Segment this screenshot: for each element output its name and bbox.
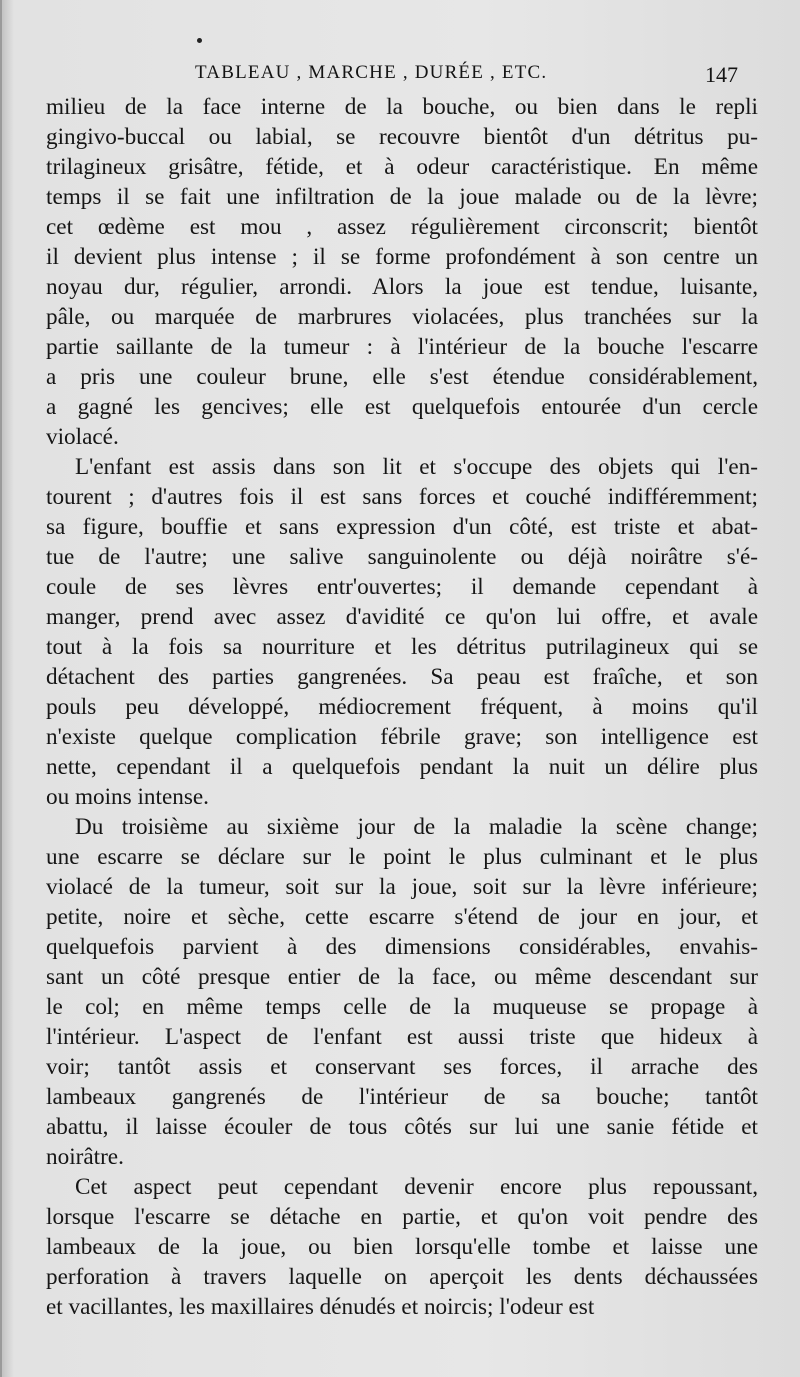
text-line: Cet aspect peut cependant devenir encore plus repoussant,: [75, 1174, 758, 1200]
text-line: l'intérieur. L'aspect de l'enfant est aussi triste que hideux à: [46, 1024, 758, 1050]
text-line: sant un côté presque entier de la face, ou même descendant sur: [46, 964, 758, 990]
paragraph: [46, 812, 758, 1172]
ink-speck: [197, 38, 202, 43]
text-line: nette, cependant il a quelquefois pendant la nuit un délire plus: [46, 754, 758, 780]
text-line: tue de l'autre; une salive sanguinolente ou déjà noirâtre s'é-: [46, 544, 758, 570]
text-line: a pris une couleur brune, elle s'est étendue considérablement,: [46, 364, 758, 390]
text-line: sa figure, bouffie et sans expression d'un côté, est triste et abat-: [46, 514, 758, 540]
text-line: lambeaux de la joue, ou bien lorsqu'elle tombe et laisse une: [46, 1234, 758, 1260]
text-line: partie saillante de la tumeur : à l'intérieur de la bouche l'escarre: [46, 334, 758, 360]
text-line: temps il se fait une infiltration de la joue malade ou de la lèvre;: [46, 184, 758, 210]
text-line: pâle, ou marquée de marbrures violacées, plus tranchées sur la: [46, 304, 758, 330]
text-line: tourent ; d'autres fois il est sans forces et couché indifféremment;: [46, 484, 758, 510]
text-line: gingivo-buccal ou labial, se recouvre bientôt d'un détritus pu-: [46, 124, 758, 150]
text-line: a gagné les gencives; elle est quelquefois entourée d'un cercle: [46, 394, 758, 420]
text-line: lambeaux gangrenés de l'intérieur de sa bouche; tantôt: [46, 1084, 758, 1110]
text-line: le col; en même temps celle de la muqueuse se propage à: [46, 994, 758, 1020]
text-line: lorsque l'escarre se détache en partie, et qu'on voit pendre des: [46, 1204, 758, 1230]
text-line: trilagineux grisâtre, fétide, et à odeur caractéristique. En même: [46, 154, 758, 180]
text-line: violacé de la tumeur, soit sur la joue, soit sur la lèvre inférieure;: [46, 874, 758, 900]
text-line: perforation à travers laquelle on aperçoit les dents déchaussées: [46, 1264, 758, 1290]
text-line: manger, prend avec assez d'avidité ce qu'on lui offre, et avale: [46, 604, 758, 630]
text-line: il devient plus intense ; il se forme profondément à son centre un: [46, 244, 758, 270]
text-line: n'existe quelque complication fébrile grave; son intelligence est: [46, 724, 758, 750]
text-line: noirâtre.: [46, 1144, 124, 1170]
text-line: et vacillantes, les maxillaires dénudés et noircis; l'odeur est: [46, 1294, 595, 1320]
text-line: Du troisième au sixième jour de la maladie la scène change;: [75, 814, 758, 840]
text-line: L'enfant est assis dans son lit et s'occupe des objets qui l'en-: [75, 454, 758, 480]
text-line: pouls peu développé, médiocrement fréquent, à moins qu'il: [46, 694, 758, 720]
text-line: ou moins intense.: [46, 784, 209, 810]
page-number: 147: [705, 62, 738, 87]
text-line: cet œdème est mou , assez régulièrement circonscrit; bientôt: [46, 214, 758, 240]
text-line: quelquefois parvient à des dimensions considérables, envahis-: [46, 934, 758, 960]
text-line: noyau dur, régulier, arrondi. Alors la joue est tendue, luisante,: [46, 274, 758, 300]
text-line: abattu, il laisse écouler de tous côtés sur lui une sanie fétide et: [46, 1114, 758, 1140]
text-line: détachent des parties gangrenées. Sa peau est fraîche, et son: [46, 664, 758, 690]
text-line: petite, noire et sèche, cette escarre s'étend de jour en jour, et: [46, 904, 758, 930]
text-line: une escarre se déclare sur le point le plus culminant et le plus: [46, 844, 758, 870]
text-line: violacé.: [46, 424, 119, 450]
text-line: voir; tantôt assis et conservant ses forces, il arrache des: [46, 1054, 758, 1080]
text-line: tout à la fois sa nourriture et les détritus putrilagineux qui se: [46, 634, 758, 660]
running-head: [0, 62, 800, 92]
page-edge-shadow: [0, 0, 2, 1377]
text-line: milieu de la face interne de la bouche, ou bien dans le repli: [46, 94, 758, 120]
text-line: coule de ses lèvres entr'ouvertes; il demande cependant à: [46, 574, 758, 600]
body-text: [46, 92, 758, 1322]
paragraph: [46, 1172, 758, 1322]
paragraph: [46, 92, 758, 452]
running-title: TABLEAU , MARCHE , DURÉE , ETC.: [195, 62, 548, 83]
paragraph: [46, 452, 758, 812]
